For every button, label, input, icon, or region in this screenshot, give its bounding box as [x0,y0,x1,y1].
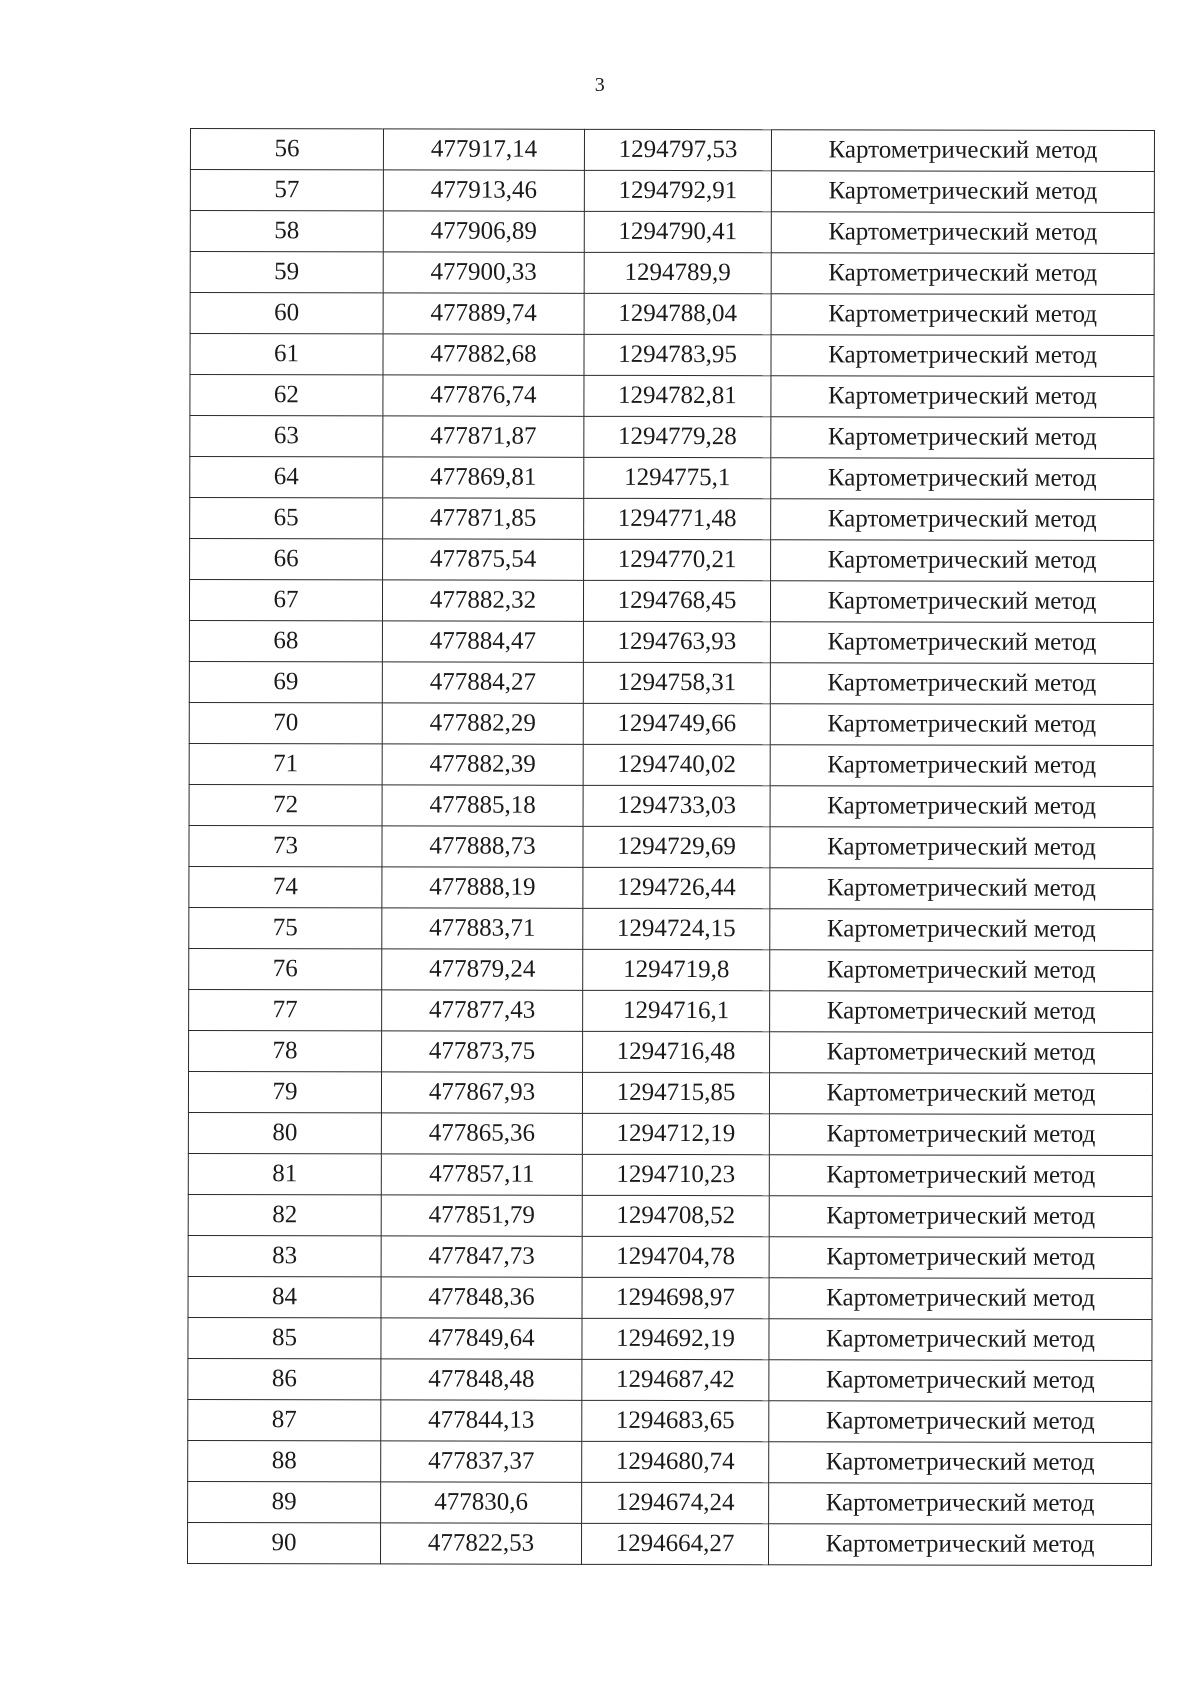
x-coordinate-cell: 477822,53 [380,1523,581,1564]
x-coordinate-cell: 477882,39 [382,744,583,785]
y-coordinate-cell: 1294779,28 [584,416,771,457]
method-cell: Картометрический метод [770,868,1153,910]
x-coordinate-cell: 477917,14 [383,129,584,170]
x-coordinate-cell: 477900,33 [383,252,584,293]
method-cell: Картометрический метод [769,1196,1152,1238]
table-row [188,1481,1152,1524]
y-coordinate-cell: 1294771,48 [584,498,771,539]
method-cell: Картометрический метод [768,1524,1151,1566]
table-row [189,825,1153,868]
x-coordinate-cell: 477871,85 [383,498,584,539]
method-cell: Картометрический метод [771,294,1154,336]
y-coordinate-cell: 1294704,78 [582,1236,769,1277]
x-coordinate-cell: 477876,74 [383,375,584,416]
y-coordinate-cell: 1294698,97 [582,1277,769,1318]
x-coordinate-cell: 477879,24 [382,949,583,990]
method-cell: Картометрический метод [770,950,1153,992]
table-row [189,743,1153,786]
table-row [188,1276,1152,1319]
x-coordinate-cell: 477882,29 [382,703,583,744]
coordinates-table-wrapper [187,128,1154,1566]
table-row [188,1194,1152,1237]
table-row [190,416,1154,459]
point-number-cell: 82 [188,1194,381,1235]
y-coordinate-cell: 1294692,19 [582,1318,769,1359]
point-number-cell: 77 [189,989,382,1030]
table-row [189,907,1153,950]
y-coordinate-cell: 1294790,41 [584,211,771,252]
point-number-cell: 61 [190,334,383,375]
method-cell: Картометрический метод [771,540,1154,582]
y-coordinate-cell: 1294664,27 [581,1523,768,1564]
point-number-cell: 71 [189,743,382,784]
table-row [188,1153,1152,1196]
point-number-cell: 75 [189,907,382,948]
table-row [189,702,1153,745]
table-row [189,1030,1153,1073]
y-coordinate-cell: 1294733,03 [583,785,770,826]
y-coordinate-cell: 1294763,93 [583,621,770,662]
y-coordinate-cell: 1294712,19 [582,1113,769,1154]
point-number-cell: 59 [190,252,383,293]
y-coordinate-cell: 1294683,65 [582,1400,769,1441]
method-cell: Картометрический метод [769,1442,1152,1484]
method-cell: Картометрический метод [770,622,1153,664]
x-coordinate-cell: 477837,37 [381,1441,582,1482]
y-coordinate-cell: 1294783,95 [584,334,771,375]
point-number-cell: 88 [188,1440,381,1481]
x-coordinate-cell: 477885,18 [382,785,583,826]
x-coordinate-cell: 477883,71 [382,908,583,949]
coordinates-table [187,128,1155,1566]
x-coordinate-cell: 477906,89 [383,211,584,252]
table-row [190,539,1154,582]
y-coordinate-cell: 1294719,8 [583,949,770,990]
point-number-cell: 56 [190,129,383,170]
y-coordinate-cell: 1294729,69 [583,826,770,867]
table-row [188,1399,1152,1442]
y-coordinate-cell: 1294680,74 [582,1441,769,1482]
point-number-cell: 70 [189,702,382,743]
table-row [190,375,1154,418]
point-number-cell: 65 [190,498,383,539]
point-number-cell: 83 [188,1235,381,1276]
method-cell: Картометрический метод [769,1278,1152,1320]
point-number-cell: 80 [188,1112,381,1153]
x-coordinate-cell: 477830,6 [381,1482,582,1523]
table-row [188,1071,1152,1114]
point-number-cell: 85 [188,1317,381,1358]
x-coordinate-cell: 477877,43 [382,990,583,1031]
x-coordinate-cell: 477869,81 [383,457,584,498]
point-number-cell: 81 [188,1153,381,1194]
x-coordinate-cell: 477857,11 [381,1154,582,1195]
point-number-cell: 73 [189,825,382,866]
table-row [189,661,1153,704]
table-row [189,989,1153,1032]
table-row [190,498,1154,541]
table-row [190,293,1154,336]
table-row [190,170,1154,213]
point-number-cell: 89 [188,1481,381,1522]
x-coordinate-cell: 477888,19 [382,867,583,908]
point-number-cell: 64 [190,457,383,498]
x-coordinate-cell: 477884,47 [382,621,583,662]
point-number-cell: 76 [189,948,382,989]
table-row [188,1440,1152,1483]
x-coordinate-cell: 477871,87 [383,416,584,457]
method-cell: Картометрический метод [771,376,1154,418]
x-coordinate-cell: 477884,27 [382,662,583,703]
point-number-cell: 68 [189,620,382,661]
method-cell: Картометрический метод [769,1319,1152,1361]
x-coordinate-cell: 477865,36 [381,1113,582,1154]
table-row [190,211,1154,254]
x-coordinate-cell: 477913,46 [383,170,584,211]
x-coordinate-cell: 477875,54 [383,539,584,580]
method-cell: Картометрический метод [769,1401,1152,1443]
method-cell: Картометрический метод [770,704,1153,746]
y-coordinate-cell: 1294726,44 [583,867,770,908]
table-row [188,1358,1152,1401]
y-coordinate-cell: 1294687,42 [582,1359,769,1400]
table-row [189,948,1153,991]
y-coordinate-cell: 1294724,15 [583,908,770,949]
method-cell: Картометрический метод [771,253,1154,295]
method-cell: Картометрический метод [770,909,1153,951]
method-cell: Картометрический метод [770,786,1153,828]
y-coordinate-cell: 1294715,85 [582,1072,769,1113]
method-cell: Картометрический метод [770,827,1153,869]
method-cell: Картометрический метод [770,581,1153,623]
x-coordinate-cell: 477867,93 [381,1072,582,1113]
table-row [189,784,1153,827]
y-coordinate-cell: 1294775,1 [584,457,771,498]
table-row [190,252,1154,295]
table-row [188,1112,1152,1155]
method-cell: Картометрический метод [771,130,1154,172]
method-cell: Картометрический метод [769,1237,1152,1279]
point-number-cell: 66 [190,539,383,580]
x-coordinate-cell: 477873,75 [382,1031,583,1072]
page-number: 3 [594,74,606,96]
method-cell: Картометрический метод [771,417,1154,459]
point-number-cell: 79 [188,1071,381,1112]
point-number-cell: 90 [187,1522,380,1563]
x-coordinate-cell: 477847,73 [381,1236,582,1277]
point-number-cell: 78 [189,1030,382,1071]
method-cell: Картометрический метод [771,212,1154,254]
x-coordinate-cell: 477882,32 [382,580,583,621]
y-coordinate-cell: 1294789,9 [584,252,771,293]
y-coordinate-cell: 1294716,1 [583,990,770,1031]
method-cell: Картометрический метод [769,1483,1152,1525]
point-number-cell: 63 [190,416,383,457]
method-cell: Картометрический метод [770,991,1153,1033]
y-coordinate-cell: 1294716,48 [583,1031,770,1072]
x-coordinate-cell: 477848,36 [381,1277,582,1318]
y-coordinate-cell: 1294770,21 [584,539,771,580]
point-number-cell: 72 [189,784,382,825]
table-row [189,866,1153,909]
point-number-cell: 87 [188,1399,381,1440]
method-cell: Картометрический метод [769,1114,1152,1156]
table-row [190,457,1154,500]
table-row [189,620,1153,663]
x-coordinate-cell: 477848,48 [381,1359,582,1400]
method-cell: Картометрический метод [771,335,1154,377]
method-cell: Картометрический метод [771,171,1154,213]
y-coordinate-cell: 1294708,52 [582,1195,769,1236]
table-row [190,334,1154,377]
point-number-cell: 57 [190,170,383,211]
y-coordinate-cell: 1294768,45 [583,580,770,621]
y-coordinate-cell: 1294797,53 [584,129,771,170]
y-coordinate-cell: 1294749,66 [583,703,770,744]
y-coordinate-cell: 1294740,02 [583,744,770,785]
x-coordinate-cell: 477882,68 [383,334,584,375]
x-coordinate-cell: 477849,64 [381,1318,582,1359]
x-coordinate-cell: 477888,73 [382,826,583,867]
point-number-cell: 62 [190,375,383,416]
x-coordinate-cell: 477851,79 [381,1195,582,1236]
table-row [187,1522,1151,1565]
point-number-cell: 74 [189,866,382,907]
table-row [190,129,1154,172]
method-cell: Картометрический метод [770,1032,1153,1074]
point-number-cell: 67 [189,580,382,621]
y-coordinate-cell: 1294788,04 [584,293,771,334]
method-cell: Картометрический метод [769,1073,1152,1115]
method-cell: Картометрический метод [771,499,1154,541]
point-number-cell: 58 [190,211,383,252]
y-coordinate-cell: 1294758,31 [583,662,770,703]
x-coordinate-cell: 477889,74 [383,293,584,334]
x-coordinate-cell: 477844,13 [381,1400,582,1441]
table-row [189,580,1153,623]
coordinates-table-body [187,129,1154,1566]
method-cell: Картометрический метод [770,663,1153,705]
point-number-cell: 86 [188,1358,381,1399]
method-cell: Картометрический метод [770,745,1153,787]
method-cell: Картометрический метод [769,1360,1152,1402]
y-coordinate-cell: 1294792,91 [584,170,771,211]
point-number-cell: 84 [188,1276,381,1317]
y-coordinate-cell: 1294710,23 [582,1154,769,1195]
method-cell: Картометрический метод [769,1155,1152,1197]
point-number-cell: 69 [189,661,382,702]
method-cell: Картометрический метод [771,458,1154,500]
table-row [188,1235,1152,1278]
point-number-cell: 60 [190,293,383,334]
y-coordinate-cell: 1294782,81 [584,375,771,416]
table-row [188,1317,1152,1360]
y-coordinate-cell: 1294674,24 [582,1482,769,1523]
